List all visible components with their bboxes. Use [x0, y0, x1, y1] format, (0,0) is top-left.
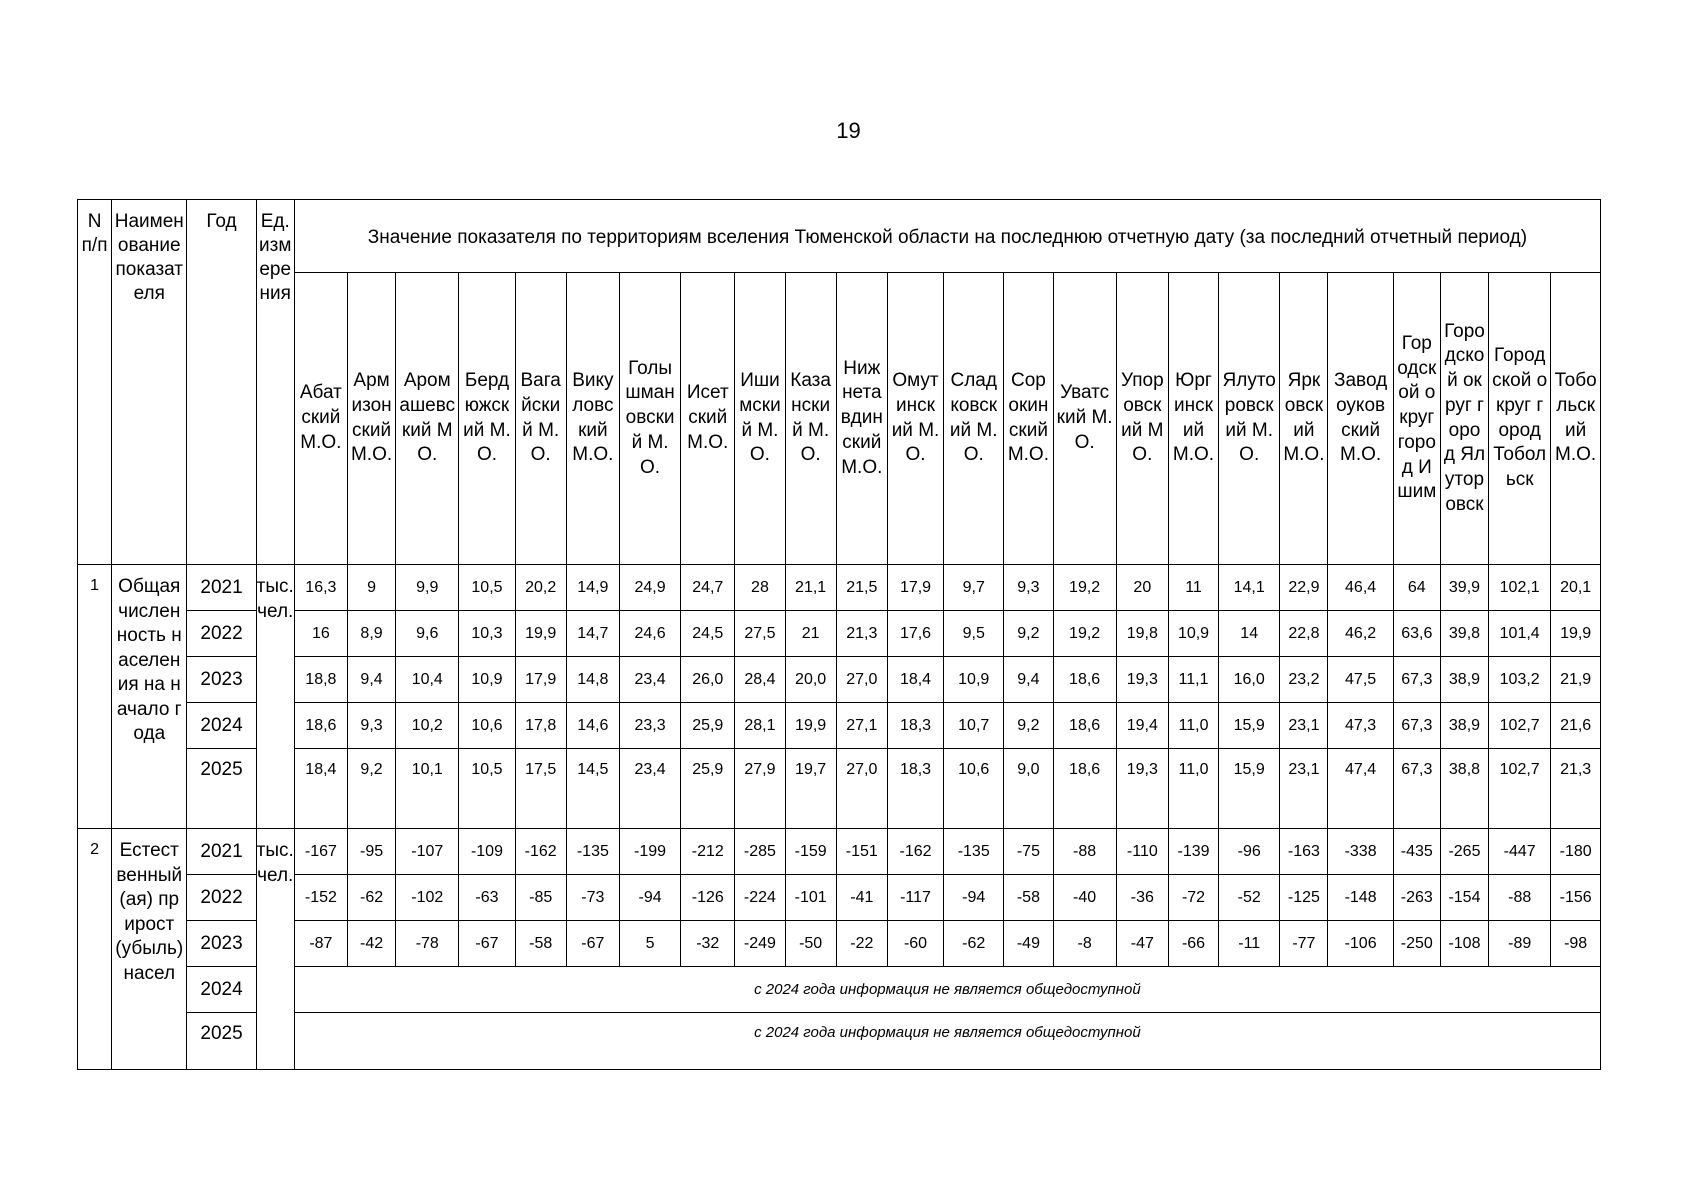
value-cell: 28,4 [735, 657, 785, 703]
value-cell: 22,8 [1280, 611, 1328, 657]
territory-header: Тобольский М.О. [1551, 273, 1601, 565]
territory-header: Сладковский М.О. [944, 273, 1004, 565]
value-cell: 47,4 [1328, 749, 1393, 829]
value-cell: 9,9 [396, 565, 459, 611]
value-cell: -73 [566, 875, 619, 921]
indicator-name: Естественный (ая) прирост (убыль) насел [112, 829, 187, 1070]
value-cell: 23,3 [619, 703, 680, 749]
value-cell: 10,2 [396, 703, 459, 749]
table-row [78, 921, 1601, 967]
header-row [78, 200, 1601, 273]
value-cell: -40 [1053, 875, 1116, 921]
value-cell: 28 [735, 565, 785, 611]
value-cell: 17,6 [887, 611, 943, 657]
value-cell: 17,5 [515, 749, 566, 829]
value-cell: 16,0 [1219, 657, 1280, 703]
territory-header: Ярковский М.О. [1280, 273, 1328, 565]
territory-header: Сорокинский М.О. [1004, 273, 1053, 565]
unavailable-note: с 2024 года информация не является общедоступной [294, 967, 1600, 1013]
value-cell: 9,4 [1004, 657, 1053, 703]
value-cell: 20 [1116, 565, 1168, 611]
header-unit: Ед. измерения [256, 200, 294, 565]
page-number: 19 [836, 118, 861, 143]
value-cell: -67 [566, 921, 619, 967]
value-cell: 10,6 [944, 749, 1004, 829]
value-cell: 27,1 [836, 703, 887, 749]
value-cell: -88 [1489, 875, 1551, 921]
value-cell: 38,9 [1440, 703, 1488, 749]
territory-header: Городской округ город Ишим [1393, 273, 1440, 565]
value-cell: 14,8 [566, 657, 619, 703]
value-cell: -110 [1116, 829, 1168, 875]
value-cell: 26,0 [681, 657, 735, 703]
year-cell: 2023 [187, 657, 256, 703]
territory-header: Упоровский М О. [1116, 273, 1168, 565]
value-cell: 10,9 [1168, 611, 1218, 657]
value-cell: 24,6 [619, 611, 680, 657]
value-cell: 25,9 [681, 703, 735, 749]
value-cell: 23,1 [1280, 703, 1328, 749]
value-cell: -249 [735, 921, 785, 967]
value-cell: 18,8 [294, 657, 347, 703]
table-row [78, 875, 1601, 921]
value-cell: -263 [1393, 875, 1440, 921]
table-row [78, 703, 1601, 749]
value-cell: -101 [785, 875, 836, 921]
value-cell: -60 [887, 921, 943, 967]
value-cell: 10,6 [459, 703, 515, 749]
territory-header: Бердюжский М.О. [459, 273, 515, 565]
territory-header: Исетский М.О. [681, 273, 735, 565]
table-row [78, 611, 1601, 657]
value-cell: 19,3 [1116, 657, 1168, 703]
value-cell: -49 [1004, 921, 1053, 967]
unit-cell: тыс. чел. [256, 829, 294, 1070]
value-cell: 14,7 [566, 611, 619, 657]
value-cell: 21,1 [785, 565, 836, 611]
value-cell: -162 [515, 829, 566, 875]
value-cell: 10,1 [396, 749, 459, 829]
value-cell: 10,7 [944, 703, 1004, 749]
value-cell: 24,5 [681, 611, 735, 657]
value-cell: 14,6 [566, 703, 619, 749]
value-cell: 27,0 [836, 749, 887, 829]
value-cell: -47 [1116, 921, 1168, 967]
value-cell: -62 [347, 875, 395, 921]
value-cell: 18,3 [887, 749, 943, 829]
value-cell: 46,4 [1328, 565, 1393, 611]
value-cell: 19,2 [1053, 611, 1116, 657]
value-cell: 14,5 [566, 749, 619, 829]
value-cell: 10,5 [459, 749, 515, 829]
value-cell: -78 [396, 921, 459, 967]
value-cell: -338 [1328, 829, 1393, 875]
table-row [78, 565, 1601, 611]
value-cell: -67 [459, 921, 515, 967]
value-cell: -62 [944, 921, 1004, 967]
value-cell: -135 [944, 829, 1004, 875]
value-cell: -77 [1280, 921, 1328, 967]
year-cell: 2024 [187, 703, 256, 749]
value-cell: 21 [785, 611, 836, 657]
value-cell: 47,5 [1328, 657, 1393, 703]
value-cell: 38,8 [1440, 749, 1488, 829]
value-cell: 10,5 [459, 565, 515, 611]
value-cell: -66 [1168, 921, 1218, 967]
year-cell: 2025 [187, 1013, 256, 1070]
value-cell: 21,3 [1551, 749, 1601, 829]
value-cell: -94 [944, 875, 1004, 921]
value-cell: 19,9 [1551, 611, 1601, 657]
value-cell: 11,1 [1168, 657, 1218, 703]
value-cell: -109 [459, 829, 515, 875]
value-cell: 24,7 [681, 565, 735, 611]
value-cell: -96 [1219, 829, 1280, 875]
value-cell: 19,7 [785, 749, 836, 829]
value-cell: 18,6 [1053, 657, 1116, 703]
value-cell: 9,5 [944, 611, 1004, 657]
value-cell: 102,1 [1489, 565, 1551, 611]
territory-header: Абатский М.О. [294, 273, 347, 565]
value-cell: -98 [1551, 921, 1601, 967]
value-cell: 27,9 [735, 749, 785, 829]
table-row [78, 749, 1601, 829]
value-cell: 18,4 [887, 657, 943, 703]
value-cell: -52 [1219, 875, 1280, 921]
territory-header: Вагайский М.О. [515, 273, 566, 565]
value-cell: -154 [1440, 875, 1488, 921]
value-cell: 27,0 [836, 657, 887, 703]
value-cell: -125 [1280, 875, 1328, 921]
value-cell: 19,4 [1116, 703, 1168, 749]
value-cell: -108 [1440, 921, 1488, 967]
value-cell: -285 [735, 829, 785, 875]
value-cell: 9,0 [1004, 749, 1053, 829]
value-cell: -224 [735, 875, 785, 921]
value-cell: 15,9 [1219, 703, 1280, 749]
value-cell: 14 [1219, 611, 1280, 657]
value-cell: -152 [294, 875, 347, 921]
territory-header: Ялуторовский М.О. [1219, 273, 1280, 565]
value-cell: -75 [1004, 829, 1053, 875]
header-year: Год [187, 200, 256, 565]
value-cell: 8,9 [347, 611, 395, 657]
value-cell: 28,1 [735, 703, 785, 749]
value-cell: -135 [566, 829, 619, 875]
value-cell: -162 [887, 829, 943, 875]
table-row [78, 1013, 1601, 1070]
value-cell: 67,3 [1393, 703, 1440, 749]
value-cell: -36 [1116, 875, 1168, 921]
table-row [78, 967, 1601, 1013]
value-cell: 5 [619, 921, 680, 967]
value-cell: 17,9 [515, 657, 566, 703]
value-cell: -32 [681, 921, 735, 967]
value-cell: -199 [619, 829, 680, 875]
value-cell: -250 [1393, 921, 1440, 967]
value-cell: -89 [1489, 921, 1551, 967]
value-cell: -41 [836, 875, 887, 921]
territory-header: Викуловский М.О. [566, 273, 619, 565]
value-cell: 21,3 [836, 611, 887, 657]
value-cell: 16,3 [294, 565, 347, 611]
value-cell: -58 [1004, 875, 1053, 921]
value-cell: -95 [347, 829, 395, 875]
table-row [78, 829, 1601, 875]
value-cell: 47,3 [1328, 703, 1393, 749]
value-cell: 21,5 [836, 565, 887, 611]
table-row [78, 657, 1601, 703]
indicator-number: 2 [78, 829, 112, 1070]
territory-header: Городской округ город Ялуторовск [1440, 273, 1488, 565]
value-cell: 19,9 [785, 703, 836, 749]
value-cell: 63,6 [1393, 611, 1440, 657]
value-cell: 9,7 [944, 565, 1004, 611]
value-cell: 9,6 [396, 611, 459, 657]
value-cell: 38,9 [1440, 657, 1488, 703]
year-cell: 2024 [187, 967, 256, 1013]
value-cell: 23,4 [619, 749, 680, 829]
year-cell: 2021 [187, 565, 256, 611]
indicator-name: Общая численность населения на начало года [112, 565, 187, 829]
territory-header: Юргинский М.О. [1168, 273, 1218, 565]
value-cell: 20,2 [515, 565, 566, 611]
value-cell: 10,9 [459, 657, 515, 703]
value-cell: -106 [1328, 921, 1393, 967]
value-cell: 64 [1393, 565, 1440, 611]
value-cell: 21,6 [1551, 703, 1601, 749]
value-cell: 22,9 [1280, 565, 1328, 611]
value-cell: 23,2 [1280, 657, 1328, 703]
value-cell: -11 [1219, 921, 1280, 967]
value-cell: 17,8 [515, 703, 566, 749]
value-cell: -87 [294, 921, 347, 967]
territory-header: Городской округ город Тобольск [1489, 273, 1551, 565]
value-cell: -88 [1053, 829, 1116, 875]
value-cell: 14,9 [566, 565, 619, 611]
value-cell: -107 [396, 829, 459, 875]
value-cell: 9,3 [1004, 565, 1053, 611]
value-cell: 9,2 [1004, 611, 1053, 657]
unit-cell: тыс. чел. [256, 565, 294, 829]
value-cell: 102,7 [1489, 703, 1551, 749]
territory-header: Заводоуковский М.О. [1328, 273, 1393, 565]
value-cell: 18,6 [1053, 703, 1116, 749]
value-cell: 46,2 [1328, 611, 1393, 657]
value-cell: -42 [347, 921, 395, 967]
value-cell: 10,4 [396, 657, 459, 703]
value-cell: -180 [1551, 829, 1601, 875]
value-cell: -148 [1328, 875, 1393, 921]
value-cell: -22 [836, 921, 887, 967]
year-cell: 2025 [187, 749, 256, 829]
value-cell: 18,3 [887, 703, 943, 749]
value-cell: 21,9 [1551, 657, 1601, 703]
value-cell: 24,9 [619, 565, 680, 611]
value-cell: 16 [294, 611, 347, 657]
value-cell: -163 [1280, 829, 1328, 875]
value-cell: 11,0 [1168, 703, 1218, 749]
year-cell: 2021 [187, 829, 256, 875]
territory-header: Уватский М.О. [1053, 273, 1116, 565]
value-cell: -72 [1168, 875, 1218, 921]
value-cell: -117 [887, 875, 943, 921]
value-cell: 39,9 [1440, 565, 1488, 611]
value-cell: -139 [1168, 829, 1218, 875]
value-cell: 10,9 [944, 657, 1004, 703]
year-cell: 2022 [187, 875, 256, 921]
value-cell: -167 [294, 829, 347, 875]
value-cell: 67,3 [1393, 657, 1440, 703]
value-cell: -151 [836, 829, 887, 875]
value-cell: -102 [396, 875, 459, 921]
value-cell: -126 [681, 875, 735, 921]
value-cell: -265 [1440, 829, 1488, 875]
value-cell: 18,6 [294, 703, 347, 749]
value-cell: -50 [785, 921, 836, 967]
value-cell: 9,2 [1004, 703, 1053, 749]
value-cell: 9 [347, 565, 395, 611]
value-cell: 19,9 [515, 611, 566, 657]
territory-header: Голышмановский М.О. [619, 273, 680, 565]
territory-header: Казанский М.О. [785, 273, 836, 565]
territory-header: Ишимский М.О. [735, 273, 785, 565]
value-cell: -8 [1053, 921, 1116, 967]
value-cell: 103,2 [1489, 657, 1551, 703]
territory-header: Нижнетавдинский М.О. [836, 273, 887, 565]
value-cell: 17,9 [887, 565, 943, 611]
value-cell: 23,4 [619, 657, 680, 703]
value-cell: 19,2 [1053, 565, 1116, 611]
value-cell: 25,9 [681, 749, 735, 829]
value-cell: -435 [1393, 829, 1440, 875]
value-cell: 20,0 [785, 657, 836, 703]
value-cell: 18,6 [1053, 749, 1116, 829]
value-cell: -156 [1551, 875, 1601, 921]
value-cell: 101,4 [1489, 611, 1551, 657]
value-cell: 20,1 [1551, 565, 1601, 611]
value-cell: 18,4 [294, 749, 347, 829]
unavailable-note: с 2024 года информация не является общедоступной [294, 1013, 1600, 1070]
territory-header-row [78, 273, 1601, 565]
value-cell: 14,1 [1219, 565, 1280, 611]
value-cell: 11,0 [1168, 749, 1218, 829]
value-cell: 19,8 [1116, 611, 1168, 657]
value-cell: 9,4 [347, 657, 395, 703]
value-cell: 9,2 [347, 749, 395, 829]
indicator-number: 1 [78, 565, 112, 829]
value-cell: 11 [1168, 565, 1218, 611]
value-cell: 102,7 [1489, 749, 1551, 829]
header-name: Наименование показателя [112, 200, 187, 565]
territory-header: Армизонский М.О. [347, 273, 395, 565]
year-cell: 2022 [187, 611, 256, 657]
header-num: N п/п [78, 200, 112, 565]
value-cell: -63 [459, 875, 515, 921]
value-cell: 15,9 [1219, 749, 1280, 829]
value-cell: 10,3 [459, 611, 515, 657]
value-cell: -85 [515, 875, 566, 921]
value-cell: 39,8 [1440, 611, 1488, 657]
value-cell: 27,5 [735, 611, 785, 657]
indicator-table [77, 199, 1601, 1070]
territory-header: Аромашевский М О. [396, 273, 459, 565]
value-cell: -447 [1489, 829, 1551, 875]
value-cell: -58 [515, 921, 566, 967]
value-cell: 9,3 [347, 703, 395, 749]
year-cell: 2023 [187, 921, 256, 967]
value-cell: -159 [785, 829, 836, 875]
territory-header: Омутинский М.О. [887, 273, 943, 565]
header-territories-title: Значение показателя по территориям вселения Тюменской области на последнюю отчетную дату (за последний отчетный период) [294, 200, 1600, 273]
value-cell: -94 [619, 875, 680, 921]
value-cell: 19,3 [1116, 749, 1168, 829]
value-cell: -212 [681, 829, 735, 875]
value-cell: 23,1 [1280, 749, 1328, 829]
value-cell: 67,3 [1393, 749, 1440, 829]
